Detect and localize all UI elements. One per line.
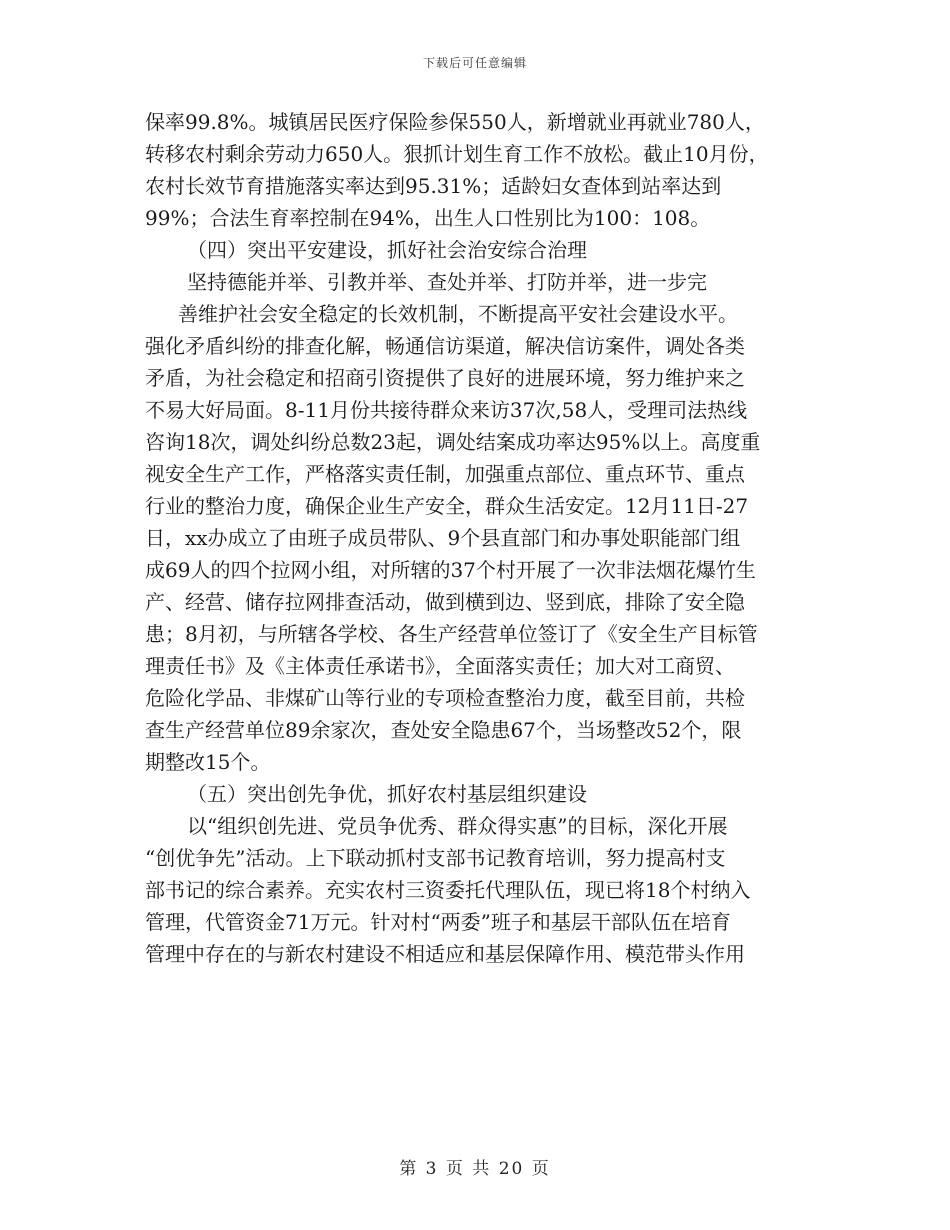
text-line: 患；8月初，与所辖各学校、各生产经营单位签订了《安全生产目标管: [145, 622, 758, 646]
text-line: 日，xx办成立了由班子成员带队、9个县直部门和办事处职能部门组: [145, 526, 741, 550]
text-line: 坚持德能并举、引教并举、查处并举、打防并举，进一步完: [187, 270, 707, 294]
text-line: 理责任书》及《主体责任承诺书》，全面落实责任；加大对工商贸、: [145, 654, 735, 678]
text-line: 99%；合法生育率控制在94%，出生人口性别比为100：108。: [145, 206, 711, 230]
page-header-note: 下载后可任意编辑: [422, 56, 527, 70]
text-line: “创优争先”活动。上下联动抓村支部书记教育培训，努力提高村支: [145, 846, 726, 870]
section-heading-5: （五）突出创先争优，抓好农村基层组织建设: [187, 782, 587, 806]
text-line: 部书记的综合素养。充实农村三资委托代理队伍，现已将18个村纳入: [145, 878, 751, 902]
text-line: 危险化学品、非煤矿山等行业的专项检查整治力度，截至目前，共检: [145, 686, 745, 710]
text-line: 产、经营、储存拉网排查活动，做到横到边、竖到底，排除了安全隐: [145, 590, 745, 614]
text-line: 行业的整治力度，确保企业生产安全，群众生活安定。12月11日-27: [145, 494, 749, 518]
text-line: 农村长效节育措施落实率达到95.31%；适龄妇女查体到站率达到: [145, 174, 722, 198]
text-line: 善维护社会安全稳定的长效机制，不断提高平安社会建设水平。: [178, 302, 738, 326]
text-line: 期整改15个。: [145, 750, 271, 774]
page-number-footer: 第 3 页 共 20 页: [399, 1159, 551, 1179]
text-line: 管理，代管资金71万元。针对村“两委”班子和基层干部队伍在培育: [145, 910, 731, 934]
text-line: 保率99.8%。城镇居民医疗保险参保550人，新增就业再就业780人，: [145, 110, 765, 134]
text-line: 查生产经营单位89余家次，查处安全隐患67个，当场整改52个，限: [145, 718, 742, 742]
text-line: 成69人的四个拉网小组，对所辖的37个村开展了一次非法烟花爆竹生: [145, 558, 756, 582]
text-line: 转移农村剩余劳动力650人。狠抓计划生育工作不放松。截止10月份，: [145, 142, 769, 166]
text-line: 强化矛盾纠纷的排查化解，畅通信访渠道，解决信访案件，调处各类: [145, 334, 745, 358]
text-line: 管理中存在的与新农村建设不相适应和基层保障作用、模范带头作用: [145, 942, 745, 966]
text-line: 不易大好局面。8-11月份共接待群众来访37次,58人，受理司法热线: [145, 398, 748, 422]
text-line: 咨询18次，调处纠纷总数23起，调处结案成功率达95%以上。高度重: [145, 430, 761, 454]
text-line: 矛盾，为社会稳定和招商引资提供了良好的进展环境，努力维护来之: [145, 366, 745, 390]
section-heading-4: （四）突出平安建设，抓好社会治安综合治理: [187, 238, 587, 262]
text-line: 以“组织创先进、党员争优秀、群众得实惠”的目标，深化开展: [187, 814, 728, 838]
text-line: 视安全生产工作，严格落实责任制，加强重点部位、重点环节、重点: [145, 462, 745, 486]
